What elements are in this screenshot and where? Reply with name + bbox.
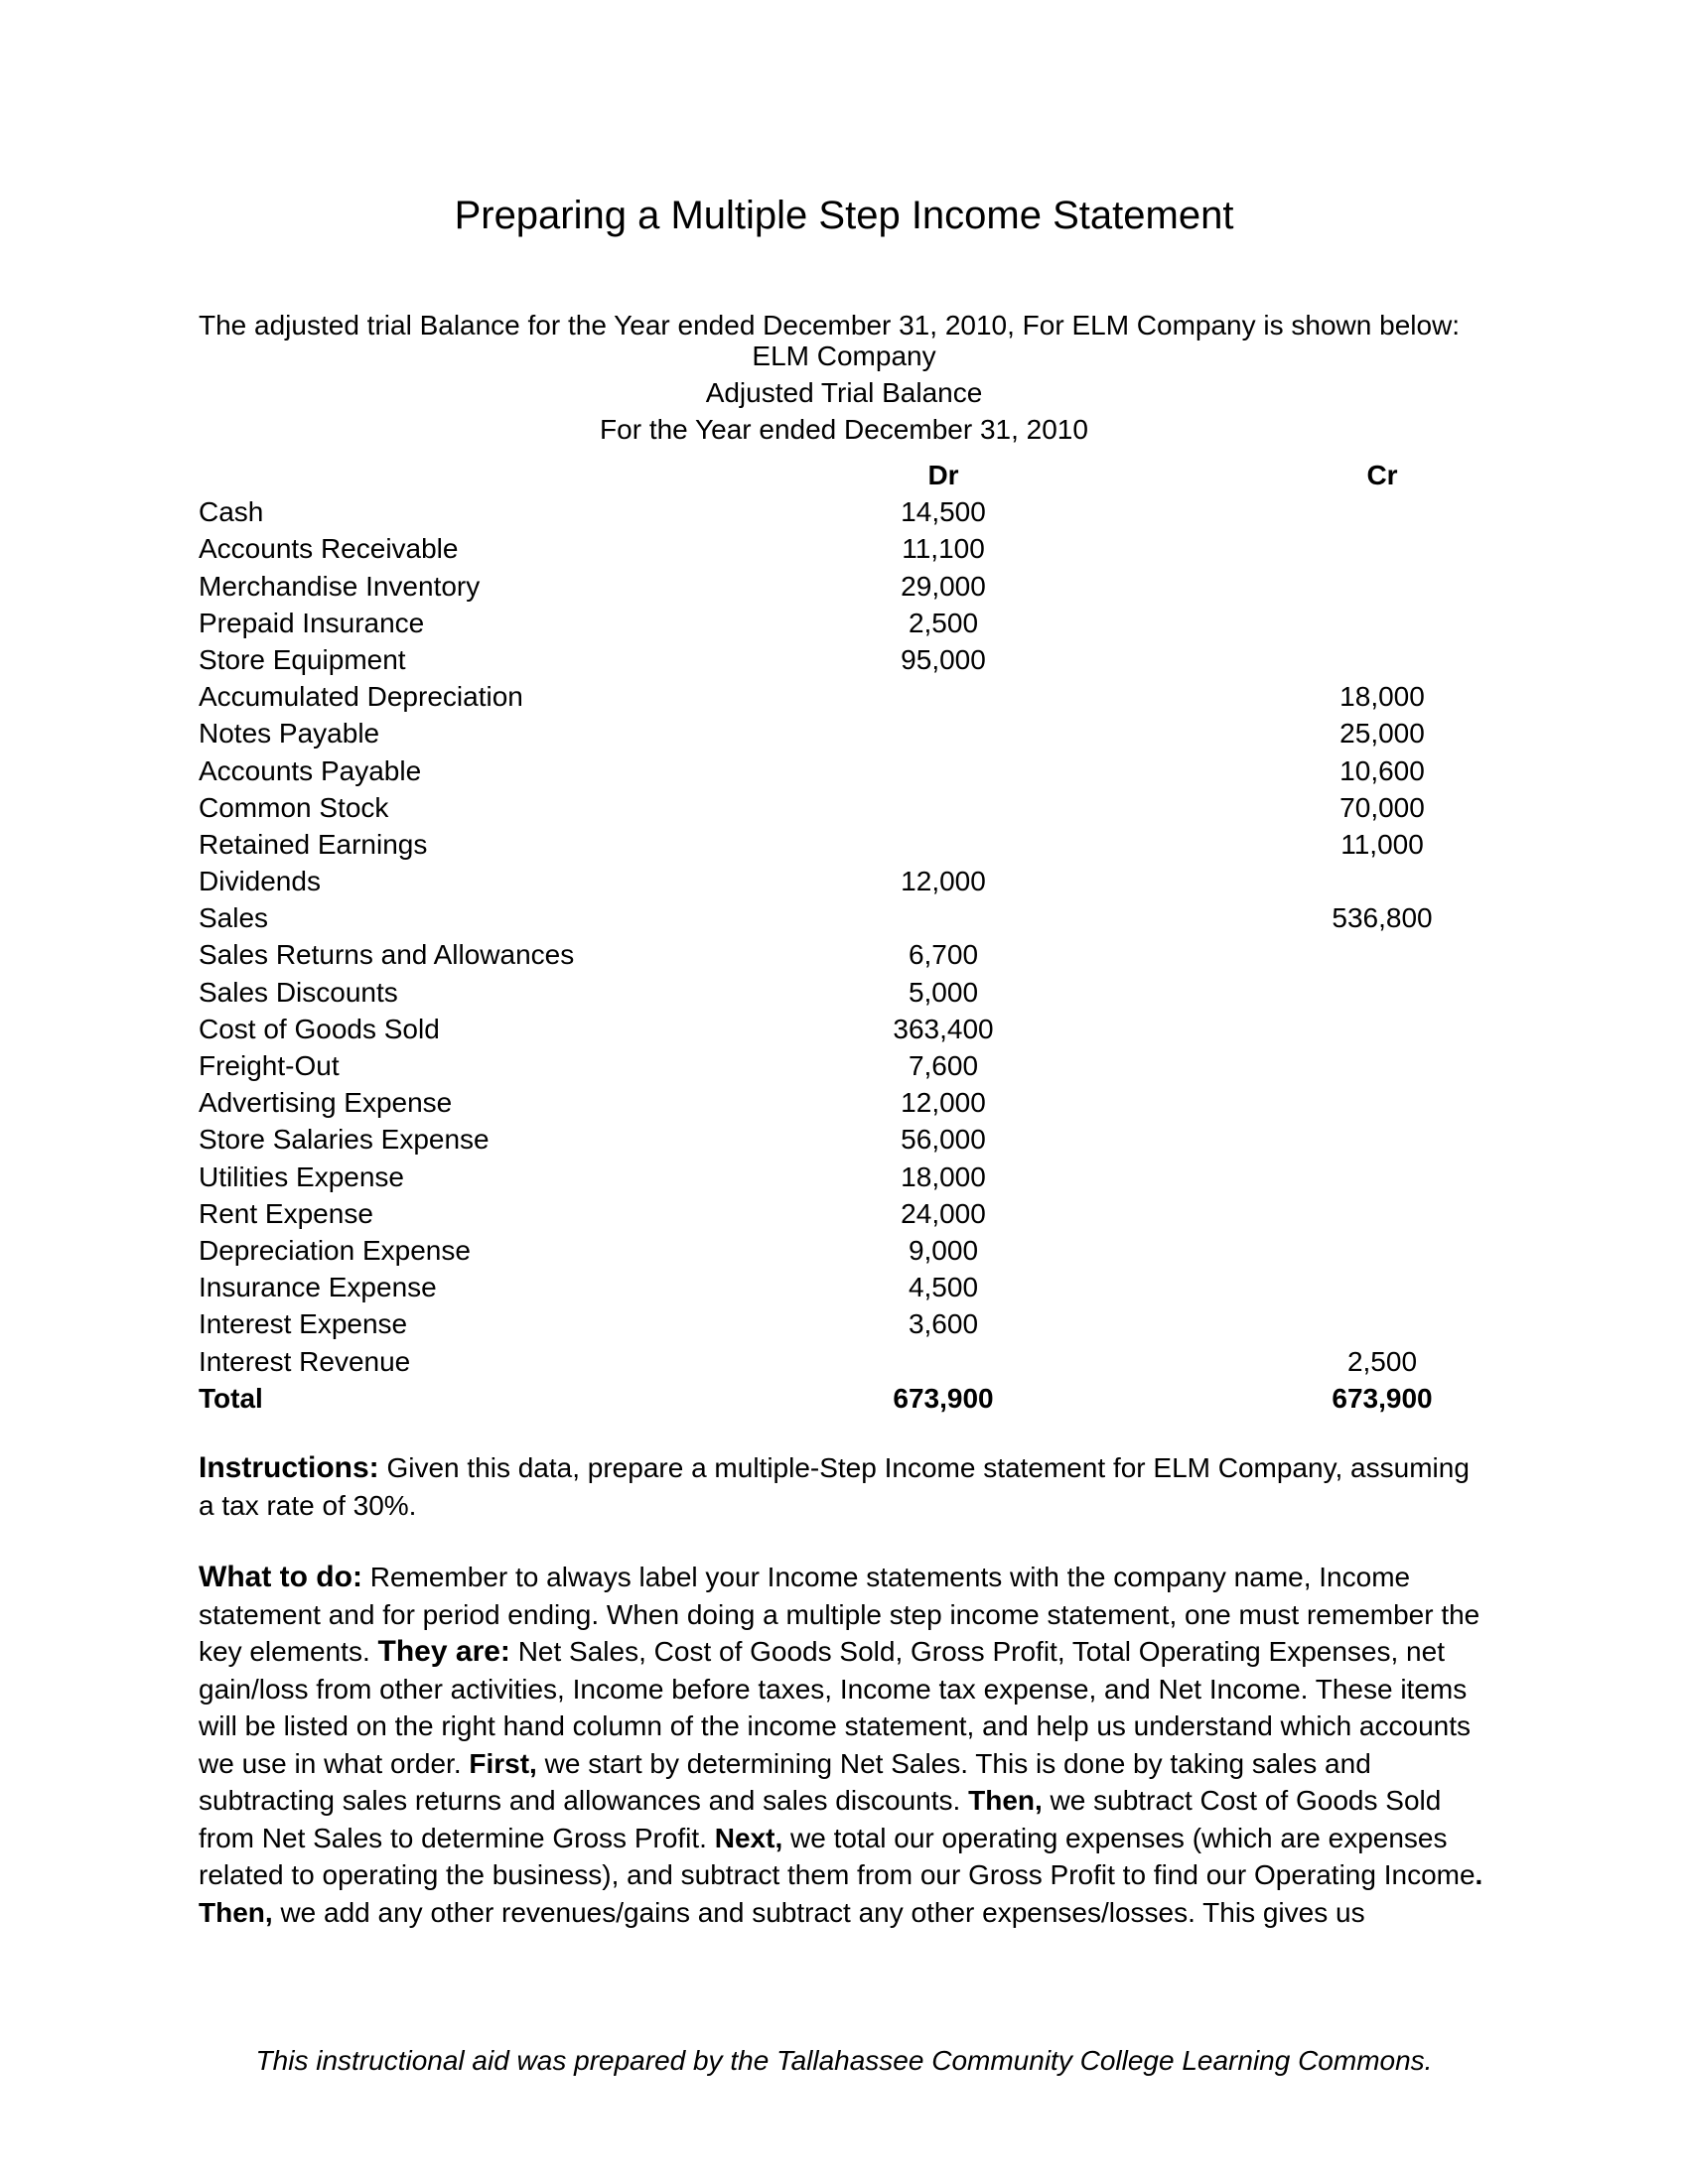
cr-amount: 11,000	[1340, 828, 1424, 860]
table-row	[199, 899, 1433, 936]
account-name: Prepaid Insurance	[199, 607, 425, 638]
cr-amount: 25,000	[1339, 718, 1425, 750]
dr-amount: 95,000	[901, 643, 986, 675]
account-name: Sales Discounts	[199, 976, 398, 1008]
dr-amount: 5,000	[908, 976, 979, 1008]
dr-amount: 9,000	[908, 1234, 979, 1266]
dr-amount: 3,600	[908, 1308, 979, 1340]
table-row	[199, 1305, 1390, 1342]
table-row	[199, 1195, 1390, 1232]
cr-amount: 2,500	[1346, 1345, 1418, 1377]
dr-amount: 6,700	[908, 939, 979, 971]
what-to-do-lead: What to do:	[199, 1561, 362, 1593]
table-row	[199, 1232, 1390, 1269]
then-keyword: Then,	[968, 1785, 1043, 1816]
trial-balance-rows	[199, 493, 1433, 1380]
first-keyword: First,	[469, 1747, 537, 1779]
table-row	[199, 1343, 1418, 1380]
intro-text: The adjusted trial Balance for the Year ended December 31, 2010, For ELM Company is shown below:	[199, 310, 1461, 341]
table-row	[199, 789, 1425, 826]
dr-amount: 7,600	[908, 1050, 979, 1081]
table-row	[199, 1084, 1390, 1121]
instructions-lead: Instructions:	[199, 1451, 379, 1484]
account-name: Accounts Payable	[199, 754, 422, 786]
account-name: Rent Expense	[199, 1197, 373, 1229]
cr-amount: 18,000	[1339, 681, 1425, 713]
table-row	[199, 826, 1424, 863]
what-to-do-text: Net Sales, Cost of Goods Sold, Gross Profit, Total Operating Expenses, net gain/loss from other activities, Income before taxes, Income tax expense, and Net Income. These items will be listed on the right hand column of the income statement, and help us understand which accounts we use in what order.	[199, 1636, 1471, 1779]
account-name: Store Equipment	[199, 643, 406, 675]
account-name: Dividends	[199, 866, 321, 897]
table-row	[199, 1047, 1390, 1084]
what-to-do-text: we subtract Cost of Goods Sold from Net Sales to determine Gross Profit.	[199, 1785, 1442, 1853]
account-name: Depreciation Expense	[199, 1234, 471, 1266]
dr-amount: 12,000	[901, 866, 986, 897]
table-row	[199, 678, 1425, 715]
account-name: Insurance Expense	[199, 1272, 437, 1303]
dr-amount: 14,500	[901, 496, 986, 528]
dr-amount: 363,400	[893, 1013, 994, 1044]
account-name: Accumulated Depreciation	[199, 681, 523, 713]
dr-amount: 2,500	[908, 607, 979, 638]
cr-amount: 536,800	[1332, 902, 1433, 934]
total-cr: 673,900	[1332, 1382, 1433, 1414]
they-are-lead: They are:	[377, 1635, 510, 1668]
total-row	[199, 1380, 1433, 1417]
table-row	[199, 530, 1390, 567]
dr-column-header: Dr	[927, 460, 959, 490]
then-keyword: . Then,	[199, 1859, 1483, 1928]
account-name: Notes Payable	[199, 718, 380, 750]
what-to-do-text: we start by determining Net Sales. This is done by taking sales and subtracting sales returns and allowances and sales discounts.	[199, 1747, 1371, 1816]
instructions-paragraph	[199, 1449, 1489, 1524]
table-row	[199, 863, 1390, 899]
company-name: ELM Company	[752, 341, 936, 371]
cr-column-header: Cr	[1366, 460, 1398, 490]
table-row	[199, 493, 1390, 530]
what-to-do-text: we total our operating expenses (which are expenses related to operating the business), and subtract them from our Gross Profit to find our Operating Income	[199, 1822, 1476, 1890]
table-row	[199, 1159, 1390, 1195]
what-to-do-paragraph	[199, 1559, 1489, 1931]
account-name: Store Salaries Expense	[199, 1124, 490, 1156]
dr-amount: 56,000	[901, 1124, 986, 1156]
dr-amount: 24,000	[901, 1197, 986, 1229]
table-row	[199, 568, 1390, 605]
total-label: Total	[199, 1382, 263, 1414]
account-name: Advertising Expense	[199, 1087, 453, 1119]
account-name: Sales	[199, 902, 269, 934]
footer-note: This instructional aid was prepared by the Tallahassee Community College Learning Commons.	[255, 2045, 1433, 2076]
account-name: Common Stock	[199, 791, 389, 823]
page-title: Preparing a Multiple Step Income Statement	[454, 194, 1234, 237]
next-keyword: Next,	[714, 1822, 783, 1853]
dr-amount: 29,000	[901, 570, 986, 602]
account-name: Merchandise Inventory	[199, 570, 481, 602]
account-name: Interest Expense	[199, 1308, 408, 1340]
account-name: Utilities Expense	[199, 1160, 404, 1192]
account-name: Accounts Receivable	[199, 533, 459, 565]
table-row	[199, 752, 1425, 789]
dr-amount: 4,500	[908, 1272, 979, 1303]
account-name: Cash	[199, 496, 264, 528]
table-row	[199, 1121, 1390, 1158]
cr-amount: 70,000	[1339, 791, 1425, 823]
trial-balance-table	[199, 457, 1433, 1417]
table-row	[199, 1011, 1390, 1047]
table-row	[199, 1269, 1390, 1305]
account-name: Interest Revenue	[199, 1345, 411, 1377]
instructions-text: Given this data, prepare a multiple-Step Income statement for ELM Company, assuming a tax rate of 30%.	[199, 1452, 1470, 1521]
report-name: Adjusted Trial Balance	[705, 377, 983, 408]
dr-amount: 12,000	[901, 1087, 986, 1119]
cr-amount: 10,600	[1339, 754, 1425, 786]
account-name: Retained Earnings	[199, 828, 428, 860]
table-row	[199, 641, 1390, 678]
what-to-do-text: we add any other revenues/gains and subtract any other expenses/losses. This gives us	[272, 1896, 1365, 1928]
table-header-row	[199, 457, 1398, 493]
table-row	[199, 936, 1390, 973]
table-row	[199, 974, 1390, 1011]
total-dr: 673,900	[893, 1382, 994, 1414]
account-name: Cost of Goods Sold	[199, 1013, 440, 1044]
table-row	[199, 715, 1425, 751]
table-row	[199, 605, 1390, 641]
what-to-do-text: Remember to always label your Income statements with the company name, Income statement and for period ending. When doing a multiple step income statement, one must remember the key elements.	[199, 1562, 1480, 1667]
dr-amount: 18,000	[901, 1160, 986, 1192]
dr-amount: 11,100	[902, 533, 985, 565]
report-period: For the Year ended December 31, 2010	[600, 414, 1088, 445]
account-name: Freight-Out	[199, 1050, 340, 1081]
trial-balance-heading	[0, 338, 1688, 448]
account-name: Sales Returns and Allowances	[199, 939, 575, 971]
